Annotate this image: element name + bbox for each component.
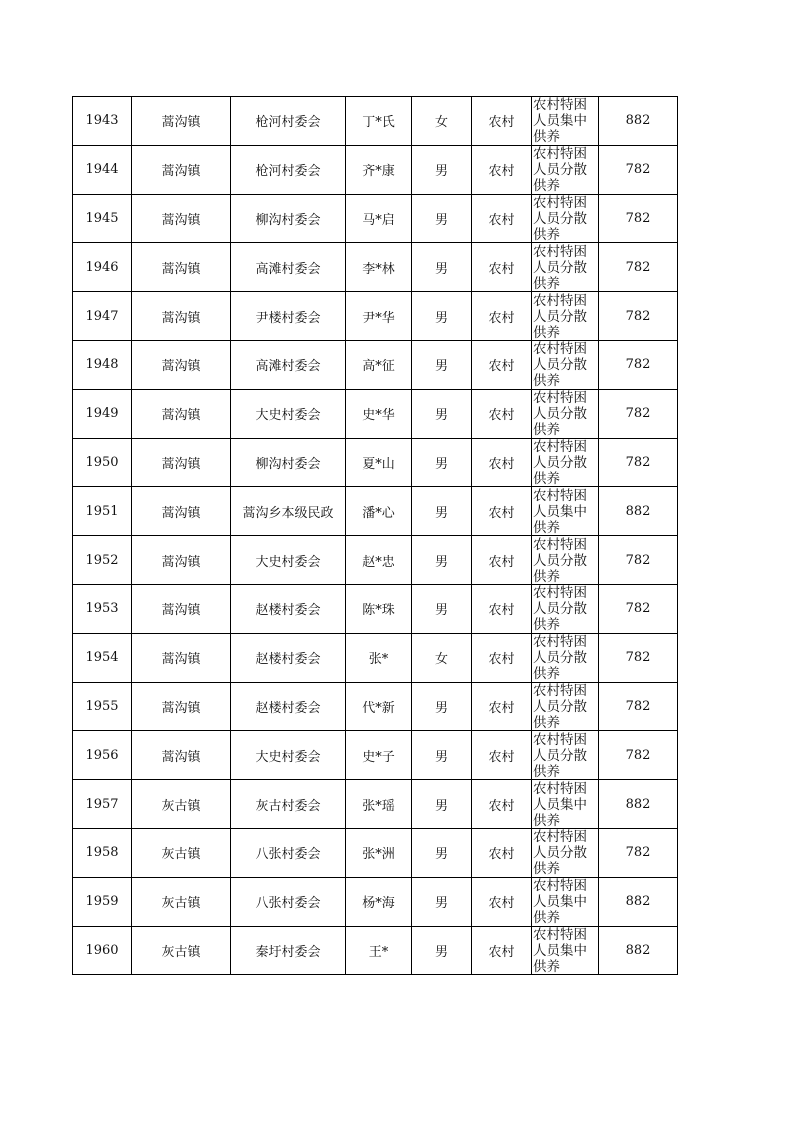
support-type-text: 农村特困人员集中供养: [533, 878, 587, 926]
support-type-cell: [532, 926, 599, 975]
support-type-cell: [532, 438, 599, 487]
record-id: 1950: [73, 438, 132, 487]
support-type-cell: [532, 633, 599, 682]
village-cell: 柳沟村委会: [231, 194, 346, 243]
amount-cell: 782: [599, 828, 678, 877]
sex-cell: 男: [412, 438, 472, 487]
town-cell: 蒿沟镇: [132, 97, 231, 146]
village-cell: 八张村委会: [231, 828, 346, 877]
name-cell: 史*华: [346, 389, 412, 438]
record-id: 1960: [73, 926, 132, 975]
amount-cell: 782: [599, 292, 678, 341]
records-table: [72, 96, 678, 975]
record-id: 1946: [73, 243, 132, 292]
village-cell: 蒿沟乡本级民政: [231, 487, 346, 536]
table-row: [73, 194, 678, 243]
record-id: 1948: [73, 340, 132, 389]
support-type-text: 农村特困人员分散供养: [533, 536, 587, 584]
support-type-cell: [532, 145, 599, 194]
name-cell: 齐*康: [346, 145, 412, 194]
table-row: [73, 780, 678, 829]
support-type-text: 农村特困人员分散供养: [533, 390, 587, 438]
table-row: [73, 731, 678, 780]
name-cell: 马*启: [346, 194, 412, 243]
village-cell: 高滩村委会: [231, 243, 346, 292]
amount-cell: 882: [599, 97, 678, 146]
sex-cell: 女: [412, 633, 472, 682]
town-cell: 蒿沟镇: [132, 682, 231, 731]
sex-cell: 男: [412, 145, 472, 194]
name-cell: 张*: [346, 633, 412, 682]
support-type-cell: [532, 194, 599, 243]
support-type-text: 农村特困人员分散供养: [533, 585, 587, 633]
support-type-cell: [532, 340, 599, 389]
table-row: [73, 682, 678, 731]
sex-cell: 男: [412, 292, 472, 341]
support-type-text: 农村特困人员分散供养: [533, 731, 587, 779]
town-cell: 蒿沟镇: [132, 145, 231, 194]
village-cell: 枪河村委会: [231, 145, 346, 194]
sex-cell: 男: [412, 243, 472, 292]
sex-cell: 男: [412, 487, 472, 536]
town-cell: 蒿沟镇: [132, 487, 231, 536]
record-id: 1951: [73, 487, 132, 536]
support-type-text: 农村特困人员分散供养: [533, 438, 587, 486]
support-type-cell: [532, 243, 599, 292]
sex-cell: 男: [412, 682, 472, 731]
area-cell: 农村: [472, 584, 532, 633]
name-cell: 高*征: [346, 340, 412, 389]
records-table-body: [73, 97, 678, 975]
support-type-cell: [532, 877, 599, 926]
record-id: 1955: [73, 682, 132, 731]
village-cell: 赵楼村委会: [231, 633, 346, 682]
town-cell: 蒿沟镇: [132, 389, 231, 438]
village-cell: 柳沟村委会: [231, 438, 346, 487]
record-id: 1959: [73, 877, 132, 926]
name-cell: 张*洲: [346, 828, 412, 877]
town-cell: 蒿沟镇: [132, 536, 231, 585]
support-type-cell: [532, 731, 599, 780]
table-row: [73, 536, 678, 585]
sex-cell: 男: [412, 780, 472, 829]
name-cell: 杨*海: [346, 877, 412, 926]
area-cell: 农村: [472, 389, 532, 438]
amount-cell: 782: [599, 243, 678, 292]
table-row: [73, 877, 678, 926]
area-cell: 农村: [472, 682, 532, 731]
village-cell: 大史村委会: [231, 389, 346, 438]
town-cell: 蒿沟镇: [132, 584, 231, 633]
support-type-text: 农村特困人员分散供养: [533, 682, 587, 730]
amount-cell: 782: [599, 340, 678, 389]
support-type-text: 农村特困人员分散供养: [533, 634, 587, 682]
village-cell: 高滩村委会: [231, 340, 346, 389]
record-id: 1954: [73, 633, 132, 682]
sex-cell: 男: [412, 877, 472, 926]
support-type-text: 农村特困人员分散供养: [533, 341, 587, 389]
area-cell: 农村: [472, 145, 532, 194]
support-type-cell: [532, 828, 599, 877]
support-type-text: 农村特困人员集中供养: [533, 780, 587, 828]
amount-cell: 882: [599, 877, 678, 926]
town-cell: 蒿沟镇: [132, 340, 231, 389]
area-cell: 农村: [472, 877, 532, 926]
record-id: 1956: [73, 731, 132, 780]
name-cell: 代*新: [346, 682, 412, 731]
table-row: [73, 145, 678, 194]
support-type-cell: [532, 292, 599, 341]
table-row: [73, 926, 678, 975]
table-row: [73, 584, 678, 633]
amount-cell: 782: [599, 536, 678, 585]
amount-cell: 782: [599, 194, 678, 243]
area-cell: 农村: [472, 633, 532, 682]
sex-cell: 男: [412, 194, 472, 243]
name-cell: 赵*忠: [346, 536, 412, 585]
village-cell: 灰古村委会: [231, 780, 346, 829]
record-id: 1943: [73, 97, 132, 146]
support-type-cell: [532, 389, 599, 438]
town-cell: 灰古镇: [132, 828, 231, 877]
name-cell: 王*: [346, 926, 412, 975]
amount-cell: 882: [599, 926, 678, 975]
record-id: 1944: [73, 145, 132, 194]
town-cell: 蒿沟镇: [132, 292, 231, 341]
name-cell: 丁*氏: [346, 97, 412, 146]
village-cell: 大史村委会: [231, 731, 346, 780]
support-type-text: 农村特困人员分散供养: [533, 146, 587, 194]
name-cell: 张*瑶: [346, 780, 412, 829]
name-cell: 潘*心: [346, 487, 412, 536]
area-cell: 农村: [472, 780, 532, 829]
sex-cell: 女: [412, 97, 472, 146]
support-type-text: 农村特困人员集中供养: [533, 926, 587, 974]
area-cell: 农村: [472, 487, 532, 536]
support-type-text: 农村特困人员分散供养: [533, 243, 587, 291]
amount-cell: 782: [599, 389, 678, 438]
town-cell: 蒿沟镇: [132, 731, 231, 780]
area-cell: 农村: [472, 926, 532, 975]
village-cell: 尹楼村委会: [231, 292, 346, 341]
amount-cell: 782: [599, 633, 678, 682]
town-cell: 灰古镇: [132, 877, 231, 926]
support-type-cell: [532, 536, 599, 585]
area-cell: 农村: [472, 97, 532, 146]
table-row: [73, 340, 678, 389]
area-cell: 农村: [472, 194, 532, 243]
record-id: 1957: [73, 780, 132, 829]
support-type-text: 农村特困人员分散供养: [533, 829, 587, 877]
sex-cell: 男: [412, 731, 472, 780]
support-type-cell: [532, 780, 599, 829]
town-cell: 蒿沟镇: [132, 194, 231, 243]
amount-cell: 782: [599, 438, 678, 487]
amount-cell: 782: [599, 731, 678, 780]
village-cell: 枪河村委会: [231, 97, 346, 146]
table-row: [73, 243, 678, 292]
town-cell: 蒿沟镇: [132, 438, 231, 487]
sex-cell: 男: [412, 389, 472, 438]
table-row: [73, 438, 678, 487]
sex-cell: 男: [412, 926, 472, 975]
name-cell: 夏*山: [346, 438, 412, 487]
town-cell: 蒿沟镇: [132, 243, 231, 292]
name-cell: 尹*华: [346, 292, 412, 341]
sex-cell: 男: [412, 536, 472, 585]
table-row: [73, 292, 678, 341]
village-cell: 赵楼村委会: [231, 584, 346, 633]
record-id: 1952: [73, 536, 132, 585]
record-id: 1949: [73, 389, 132, 438]
record-id: 1958: [73, 828, 132, 877]
area-cell: 农村: [472, 828, 532, 877]
support-type-cell: [532, 682, 599, 731]
town-cell: 蒿沟镇: [132, 633, 231, 682]
support-type-text: 农村特困人员分散供养: [533, 292, 587, 340]
town-cell: 灰古镇: [132, 780, 231, 829]
amount-cell: 782: [599, 682, 678, 731]
sex-cell: 男: [412, 584, 472, 633]
sex-cell: 男: [412, 828, 472, 877]
area-cell: 农村: [472, 243, 532, 292]
amount-cell: 882: [599, 487, 678, 536]
support-type-text: 农村特困人员集中供养: [533, 97, 587, 145]
record-id: 1947: [73, 292, 132, 341]
area-cell: 农村: [472, 438, 532, 487]
amount-cell: 782: [599, 584, 678, 633]
table-row: [73, 97, 678, 146]
area-cell: 农村: [472, 292, 532, 341]
name-cell: 李*林: [346, 243, 412, 292]
town-cell: 灰古镇: [132, 926, 231, 975]
village-cell: 秦圩村委会: [231, 926, 346, 975]
sex-cell: 男: [412, 340, 472, 389]
table-row: [73, 828, 678, 877]
area-cell: 农村: [472, 340, 532, 389]
support-type-cell: [532, 97, 599, 146]
area-cell: 农村: [472, 536, 532, 585]
village-cell: 大史村委会: [231, 536, 346, 585]
table-row: [73, 389, 678, 438]
support-type-cell: [532, 487, 599, 536]
area-cell: 农村: [472, 731, 532, 780]
name-cell: 陈*珠: [346, 584, 412, 633]
amount-cell: 782: [599, 145, 678, 194]
support-type-cell: [532, 584, 599, 633]
record-id: 1953: [73, 584, 132, 633]
table-row: [73, 487, 678, 536]
amount-cell: 882: [599, 780, 678, 829]
village-cell: 八张村委会: [231, 877, 346, 926]
village-cell: 赵楼村委会: [231, 682, 346, 731]
record-id: 1945: [73, 194, 132, 243]
table-row: [73, 633, 678, 682]
support-type-text: 农村特困人员集中供养: [533, 487, 587, 535]
name-cell: 史*子: [346, 731, 412, 780]
support-type-text: 农村特困人员分散供养: [533, 194, 587, 242]
